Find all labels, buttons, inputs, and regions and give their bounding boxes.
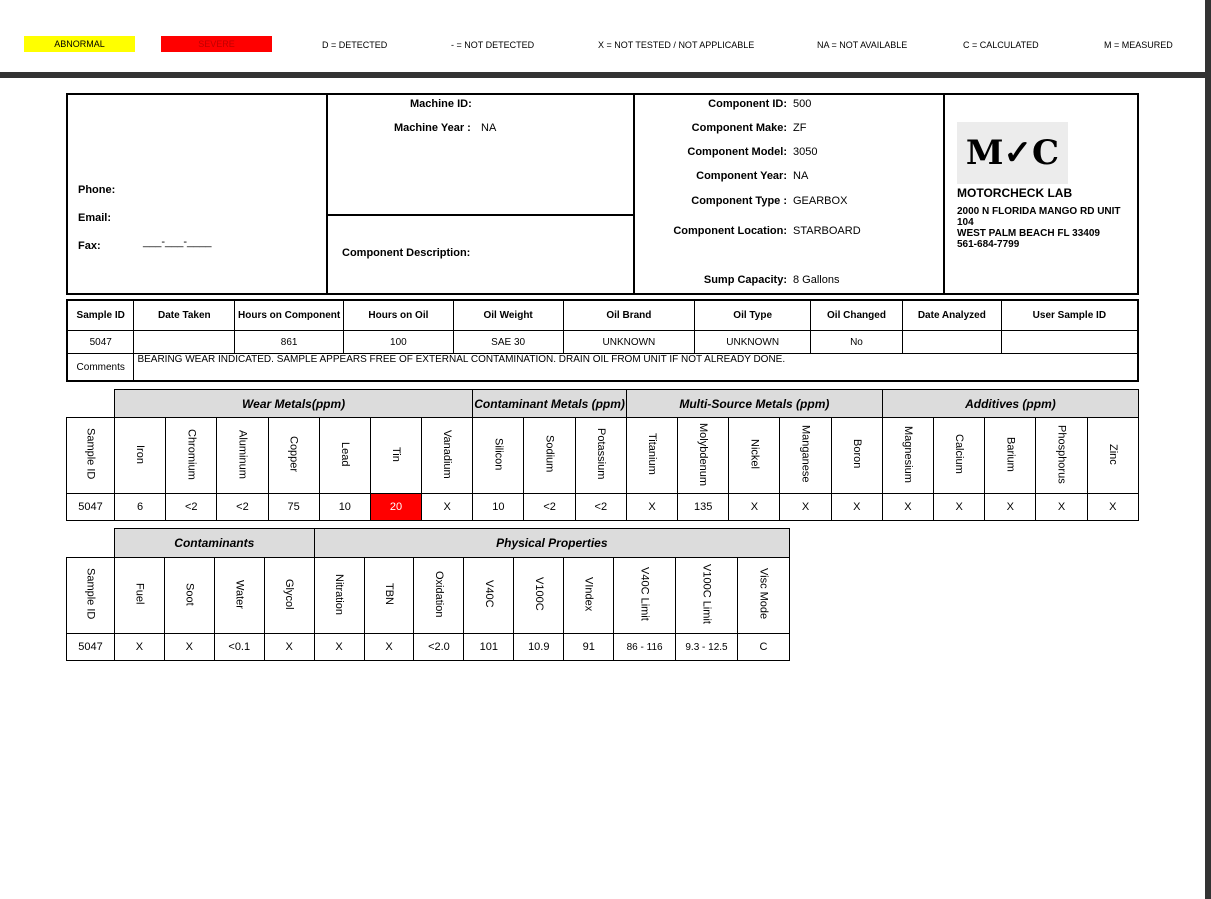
table-cell: X bbox=[985, 494, 1036, 521]
legend-measured: M = MEASURED bbox=[1104, 40, 1173, 50]
group-wear-metals: Wear Metals(ppm) bbox=[114, 390, 472, 418]
table-cell: 75 bbox=[268, 494, 319, 521]
table-row bbox=[67, 494, 1139, 521]
table-cell: 6 bbox=[114, 494, 165, 521]
table-cell: X bbox=[422, 494, 473, 521]
header-cell: Hours on Component bbox=[235, 300, 344, 331]
table-cell: <2 bbox=[575, 494, 626, 521]
header-cell: Lead bbox=[319, 418, 370, 494]
severe-value-cell: 20 bbox=[370, 494, 421, 521]
table-cell: <2 bbox=[166, 494, 217, 521]
header-cell: Iron bbox=[114, 418, 165, 494]
header-cell: Titanium bbox=[626, 418, 677, 494]
group-additives: Additives (ppm) bbox=[882, 390, 1138, 418]
severe-badge: SEVERE bbox=[161, 36, 272, 52]
machine-id-label: Machine ID: bbox=[410, 98, 472, 110]
header-cell: Visc Mode bbox=[737, 558, 789, 634]
header-cell: Manganese bbox=[780, 418, 831, 494]
table-cell: X bbox=[831, 494, 882, 521]
physical-properties-table bbox=[66, 528, 790, 661]
header-cell: Hours on Oil bbox=[344, 300, 454, 331]
header-cell: Aluminum bbox=[217, 418, 268, 494]
table-cell: X bbox=[114, 634, 164, 661]
spacer bbox=[67, 390, 115, 418]
table-cell: X bbox=[164, 634, 214, 661]
lab-address-line2: 104 bbox=[957, 217, 974, 228]
header-cell: Nickel bbox=[729, 418, 780, 494]
table-cell: UNKNOWN bbox=[563, 331, 695, 354]
sump-capacity-value: 8 Gallons bbox=[793, 274, 840, 286]
comments-row bbox=[67, 354, 1138, 382]
phone-label: Phone: bbox=[78, 184, 116, 196]
table-row bbox=[67, 331, 1138, 354]
table-cell: X bbox=[780, 494, 831, 521]
header-rule bbox=[0, 72, 1211, 78]
machine-year-value: NA bbox=[481, 122, 497, 134]
divider bbox=[943, 93, 945, 295]
component-year-value: NA bbox=[793, 170, 809, 182]
metals-table bbox=[66, 389, 1139, 521]
email-label: Email: bbox=[78, 212, 112, 224]
header-cell: Oil Weight bbox=[453, 300, 563, 331]
header-cell: Oil Changed bbox=[811, 300, 903, 331]
header-cell: Sodium bbox=[524, 418, 575, 494]
table-cell: X bbox=[1036, 494, 1087, 521]
header-cell: Tin bbox=[370, 418, 421, 494]
group-physical-properties: Physical Properties bbox=[314, 529, 789, 558]
header-cell: V100C bbox=[514, 558, 564, 634]
header-cell: V40C Limit bbox=[614, 558, 676, 634]
header-cell: Date Analyzed bbox=[902, 300, 1001, 331]
header-cell: V100C Limit bbox=[676, 558, 738, 634]
component-model-value: 3050 bbox=[793, 146, 818, 158]
table-cell: 9.3 - 12.5 bbox=[676, 634, 738, 661]
comments-label: Comments bbox=[67, 354, 134, 382]
header-cell: Soot bbox=[164, 558, 214, 634]
component-id-value: 500 bbox=[793, 98, 812, 110]
metals-header-row bbox=[67, 418, 1139, 494]
divider bbox=[326, 93, 328, 295]
lab-address-line3: WEST PALM BEACH FL 33409 bbox=[957, 228, 1100, 239]
header-cell: Copper bbox=[268, 418, 319, 494]
table-cell: X bbox=[729, 494, 780, 521]
table-cell: C bbox=[737, 634, 789, 661]
table-cell bbox=[134, 331, 235, 354]
header-cell: Sample ID bbox=[67, 558, 115, 634]
header-cell: Date Taken bbox=[134, 300, 235, 331]
legend-detected: D = DETECTED bbox=[322, 40, 388, 50]
abnormal-badge: ABNORMAL bbox=[24, 36, 135, 52]
header-cell: VIndex bbox=[564, 558, 614, 634]
header-cell: Water bbox=[214, 558, 264, 634]
header-cell: Boron bbox=[831, 418, 882, 494]
header-cell: Nitration bbox=[314, 558, 364, 634]
header-cell: Oxidation bbox=[414, 558, 464, 634]
divider bbox=[326, 214, 634, 216]
component-description-label: Component Description: bbox=[342, 247, 471, 259]
divider bbox=[633, 93, 635, 295]
header-cell: Chromium bbox=[166, 418, 217, 494]
header-cell: Molybdenum bbox=[678, 418, 729, 494]
lab-name: MOTORCHECK LAB bbox=[957, 186, 1073, 200]
table-cell: X bbox=[1087, 494, 1138, 521]
table-cell: 10.9 bbox=[514, 634, 564, 661]
legend-calculated: C = CALCULATED bbox=[963, 40, 1039, 50]
header-cell: Oil Brand bbox=[563, 300, 695, 331]
header-cell: Potassium bbox=[575, 418, 626, 494]
header-cell: Silicon bbox=[473, 418, 524, 494]
header-cell: V40C bbox=[464, 558, 514, 634]
header-cell: Sample ID bbox=[67, 418, 115, 494]
table-cell: 861 bbox=[235, 331, 344, 354]
table-cell: <2 bbox=[524, 494, 575, 521]
table-cell: 91 bbox=[564, 634, 614, 661]
header-cell: User Sample ID bbox=[1001, 300, 1138, 331]
component-year-label: Component Year: bbox=[696, 170, 787, 182]
table-cell bbox=[902, 331, 1001, 354]
header-cell: Phosphorus bbox=[1036, 418, 1087, 494]
sample-info-header-row bbox=[67, 300, 1138, 331]
table-cell: 10 bbox=[473, 494, 524, 521]
component-model-label: Component Model: bbox=[687, 146, 787, 158]
right-edge-rule bbox=[1205, 0, 1211, 899]
table-cell: 5047 bbox=[67, 634, 115, 661]
group-contaminant-metals: Contaminant Metals (ppm) bbox=[473, 390, 627, 418]
component-type-label: Component Type : bbox=[691, 195, 787, 207]
machine-year-label: Machine Year : bbox=[394, 122, 471, 134]
header-cell: Barium bbox=[985, 418, 1036, 494]
table-cell: 101 bbox=[464, 634, 514, 661]
table-cell: X bbox=[314, 634, 364, 661]
component-id-label: Component ID: bbox=[708, 98, 787, 110]
comments-value: BEARING WEAR INDICATED. SAMPLE APPEARS FREE OF EXTERNAL CONTAMINATION. DRAIN OIL FROM UNIT IF NOT ALREADY DONE. bbox=[134, 354, 1138, 382]
legend-not-detected: - = NOT DETECTED bbox=[451, 40, 535, 50]
table-cell: SAE 30 bbox=[453, 331, 563, 354]
table-cell: X bbox=[934, 494, 985, 521]
table-cell: <2 bbox=[217, 494, 268, 521]
table-cell: X bbox=[364, 634, 414, 661]
header-cell: Zinc bbox=[1087, 418, 1138, 494]
fax-value: ___-___-____ bbox=[143, 236, 212, 248]
header-cell: Vanadium bbox=[422, 418, 473, 494]
table-cell: X bbox=[626, 494, 677, 521]
metals-group-row bbox=[67, 390, 1139, 418]
header-cell: TBN bbox=[364, 558, 414, 634]
table-cell: 5047 bbox=[67, 494, 115, 521]
header-cell: Oil Type bbox=[695, 300, 811, 331]
table-cell: 86 - 116 bbox=[614, 634, 676, 661]
lab-logo: M✓C bbox=[957, 122, 1068, 184]
spacer bbox=[67, 529, 115, 558]
table-cell: X bbox=[264, 634, 314, 661]
component-location-label: Component Location: bbox=[673, 225, 787, 237]
header-cell: Fuel bbox=[114, 558, 164, 634]
header-cell: Sample ID bbox=[67, 300, 134, 331]
physical-header-row bbox=[67, 558, 790, 634]
sample-info-table bbox=[66, 299, 1139, 382]
component-make-label: Component Make: bbox=[691, 122, 787, 134]
table-cell bbox=[1001, 331, 1138, 354]
table-cell: <2.0 bbox=[414, 634, 464, 661]
fax-label: Fax: bbox=[78, 240, 101, 252]
component-make-value: ZF bbox=[793, 122, 807, 134]
table-cell: No bbox=[811, 331, 903, 354]
legend-not-tested: X = NOT TESTED / NOT APPLICABLE bbox=[598, 40, 755, 50]
header-cell: Glycol bbox=[264, 558, 314, 634]
group-contaminants: Contaminants bbox=[114, 529, 314, 558]
physical-group-row bbox=[67, 529, 790, 558]
group-multi-source-metals: Multi-Source Metals (ppm) bbox=[626, 390, 882, 418]
component-type-value: GEARBOX bbox=[793, 195, 848, 207]
table-row bbox=[67, 634, 790, 661]
table-cell: UNKNOWN bbox=[695, 331, 811, 354]
table-cell: 100 bbox=[344, 331, 454, 354]
legend-not-available: NA = NOT AVAILABLE bbox=[817, 40, 908, 50]
header-cell: Calcium bbox=[934, 418, 985, 494]
header-cell: Magnesium bbox=[882, 418, 933, 494]
lab-phone: 561-684-7799 bbox=[957, 239, 1020, 250]
table-cell: 10 bbox=[319, 494, 370, 521]
sump-capacity-label: Sump Capacity: bbox=[703, 274, 787, 286]
table-cell: 135 bbox=[678, 494, 729, 521]
table-cell: X bbox=[882, 494, 933, 521]
lab-address-line1: 2000 N FLORIDA MANGO RD UNIT bbox=[957, 206, 1121, 217]
table-cell: <0.1 bbox=[214, 634, 264, 661]
table-cell: 5047 bbox=[67, 331, 134, 354]
component-location-value: STARBOARD bbox=[793, 225, 861, 237]
